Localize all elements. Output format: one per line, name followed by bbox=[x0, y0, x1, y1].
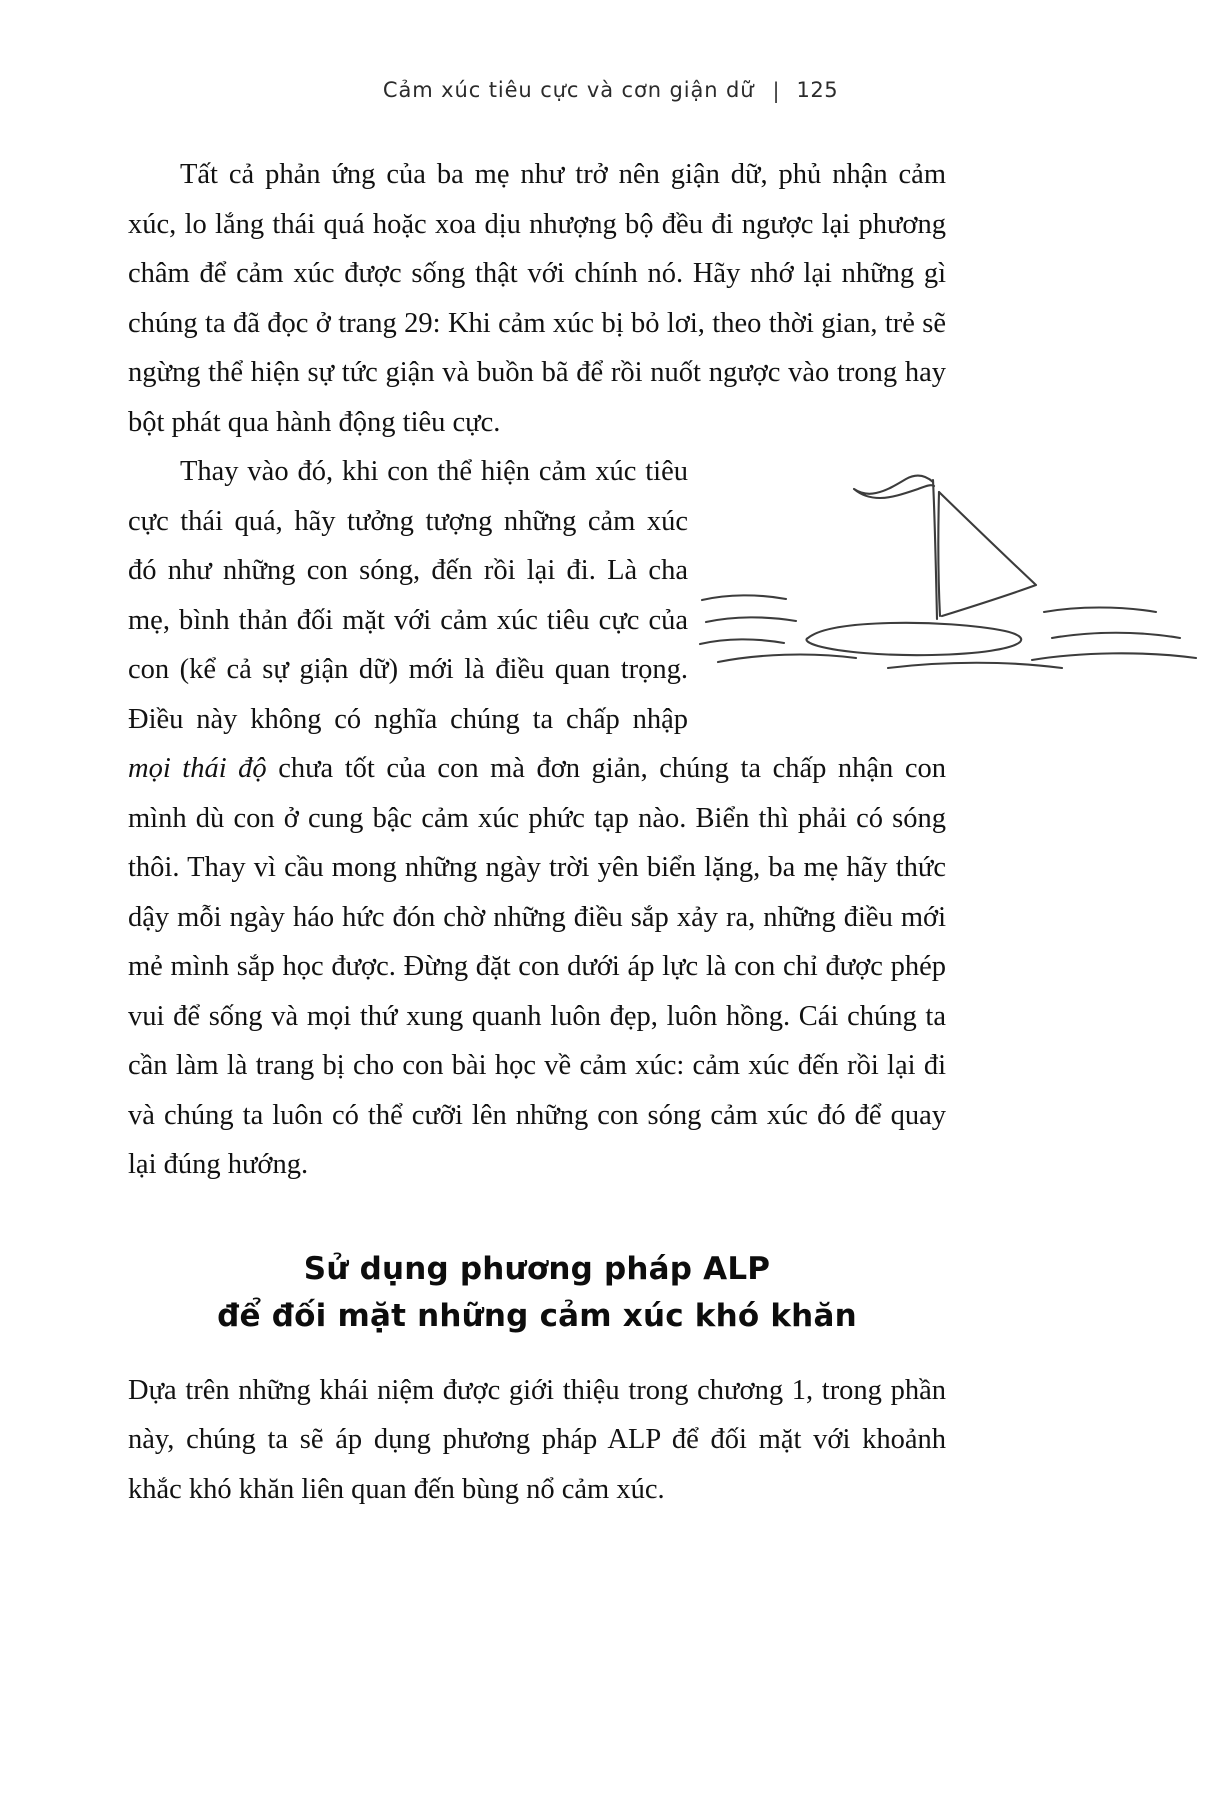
running-head-separator: | bbox=[772, 79, 781, 103]
running-head-title: Cảm xúc tiêu cực và cơn giận dữ bbox=[382, 78, 755, 102]
running-head bbox=[0, 78, 1221, 102]
figure-text-wrap-spacer bbox=[688, 447, 946, 695]
section-heading-line-1: Sử dụng phương pháp ALP bbox=[303, 1250, 771, 1287]
paragraph-1: Tất cả phản ứng của ba mẹ như trở nên giận dữ, phủ nhận cảm xúc, lo lắng thái quá hoặc xoa dịu nhượng bộ đều đi ngược lại phương châm để cảm xúc được sống thật với chính nó. Hãy nhớ lại những gì chúng ta đã đọc ở trang 29: Khi cảm xúc bị bỏ lơi, theo thời gian, trẻ sẽ ngừng thể hiện sự tức giận và buồn bã để rồi nuốt ngược vào trong hay bột phát qua hành động tiêu cực. bbox=[128, 159, 946, 438]
paragraph-3: Dựa trên những khái niệm được giới thiệu trong chương 1, trong phần này, chúng ta sẽ áp dụng phương pháp ALP để đối mặt với khoảnh khắc khó khăn liên quan đến bùng nổ cảm xúc. bbox=[128, 1374, 946, 1505]
paragraph-2 bbox=[128, 447, 946, 1190]
section-heading bbox=[128, 1246, 946, 1340]
paragraph-2-emphasis: mọi thái độ bbox=[128, 753, 267, 784]
section-heading-line-2: để đối mặt những cảm xúc khó khăn bbox=[217, 1297, 857, 1334]
paragraph-2-part-2: chưa tốt của con mà đơn giản, chúng ta chấp nhận con mình dù con ở cung bậc cảm xúc phức tạp nào. Biển thì phải có sóng thôi. Thay vì cầu mong những ngày trời yên biển lặng, ba mẹ hãy thức dậy mỗi ngày háo hức đón chờ những điều sắp xảy ra, những điều mới mẻ mình sắp học được. Đừng đặt con dưới áp lực là con chỉ được phép vui để sống và mọi thứ xung quanh luôn đẹp, luôn hồng. Cái chúng ta cần làm là trang bị cho con bài học về cảm xúc: cảm xúc đến rồi lại đi và chúng ta luôn có thể cưỡi lên những con sóng cảm xúc đó để quay lại đúng hướng. bbox=[128, 753, 946, 1180]
sail-shape bbox=[939, 492, 1036, 616]
text-column bbox=[128, 150, 946, 1514]
paragraph-2-part-1: Thay vào đó, khi con thể hiện cảm xúc tiêu cực thái quá, hãy tưởng tượng những cảm xúc đó như những con sóng, đến rồi lại đi. Là cha mẹ, bình thản đối mặt với cảm xúc tiêu cực của con (kể cả sự giận dữ) mới là điều quan trọng. Điều này không có nghĩa chúng ta chấp nhập bbox=[128, 456, 688, 735]
wave-line-7 bbox=[1032, 653, 1196, 660]
page-number: 125 bbox=[796, 78, 839, 102]
wave-line-6 bbox=[1052, 633, 1180, 638]
wave-line-5 bbox=[1044, 608, 1156, 613]
